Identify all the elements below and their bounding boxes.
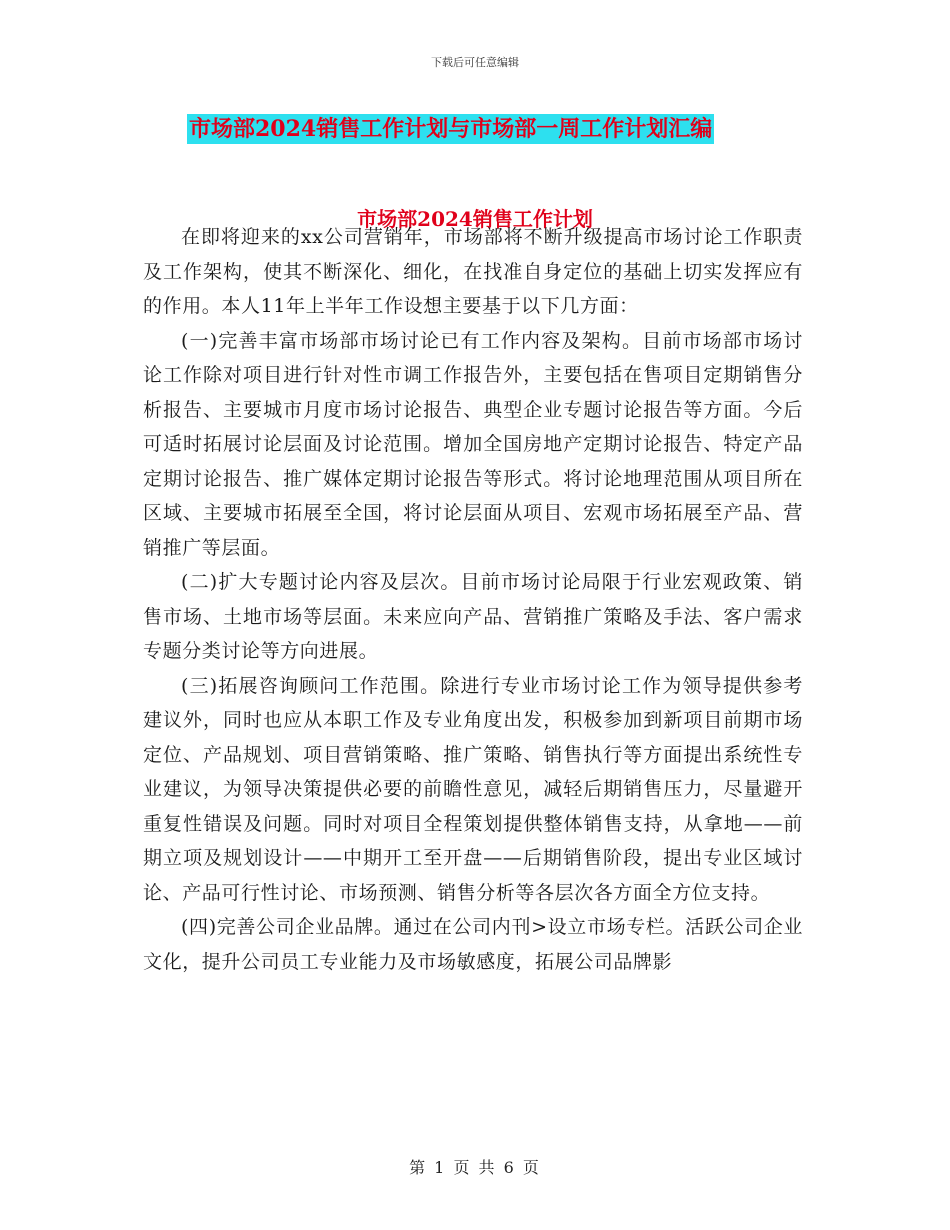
main-title-container: [187, 114, 807, 144]
paragraph-intro: 在即将迎来的xx公司营销年，市场部将不断升级提高市场讨论工作职责及工作架构，使其不断深化、细化，在找准自身定位的基础上切实发挥应有的作用。本人11年上半年工作设想主要基于以下几方面：: [143, 226, 803, 317]
section-title: 市场部2024销售工作计划: [357, 207, 593, 231]
paragraph-item-3: (三)拓展咨询顾问工作范围。除进行专业市场讨论工作为领导提供参考建议外，同时也应从本职工作及专业角度出发，积极参加到新项目前期市场定位、产品规划、项目营销策略、推广策略、销售执行等方面提出系统性专业建议，为领导决策提供必要的前瞻性意见，减轻后期销售压力，尽量避开重复性错误及问题。同时对项目全程策划提供整体销售支持，从拿地——前期立项及规划设计——中期开工至开盘——后期销售阶段，提出专业区域讨论、产品可行性讨论、市场预测、销售分析等各层次各方面全方位支持。: [143, 674, 803, 904]
main-title: 市场部2024销售工作计划与市场部一周工作计划汇编: [189, 116, 713, 142]
page-footer: 第 1 页 共 6 页: [409, 1158, 541, 1177]
paragraph-item-2: (二)扩大专题讨论内容及层次。目前市场讨论局限于行业宏观政策、销售市场、土地市场等层面。未来应向产品、营销推广策略及手法、客户需求专题分类讨论等方向进展。: [143, 571, 803, 662]
paragraph-item-1: (一)完善丰富市场部市场讨论已有工作内容及架构。目前市场部市场讨论工作除对项目进行针对性市调工作报告外，主要包括在售项目定期销售分析报告、主要城市月度市场讨论报告、典型企业专题讨论报告等方面。今后可适时拓展讨论层面及讨论范围。增加全国房地产定期讨论报告、特定产品定期讨论报告、推广媒体定期讨论报告等形式。将讨论地理范围从项目所在区域、主要城市拓展至全国，将讨论层面从项目、宏观市场拓展至产品、营销推广等层面。: [143, 329, 803, 559]
document-body: [143, 220, 803, 979]
header-note: 下载后可任意编辑: [431, 56, 519, 69]
paragraph-item-4: (四)完善公司企业品牌。通过在公司内刊>设立市场专栏。活跃公司企业文化，提升公司员工专业能力及市场敏感度，拓展公司品牌影: [143, 916, 803, 973]
